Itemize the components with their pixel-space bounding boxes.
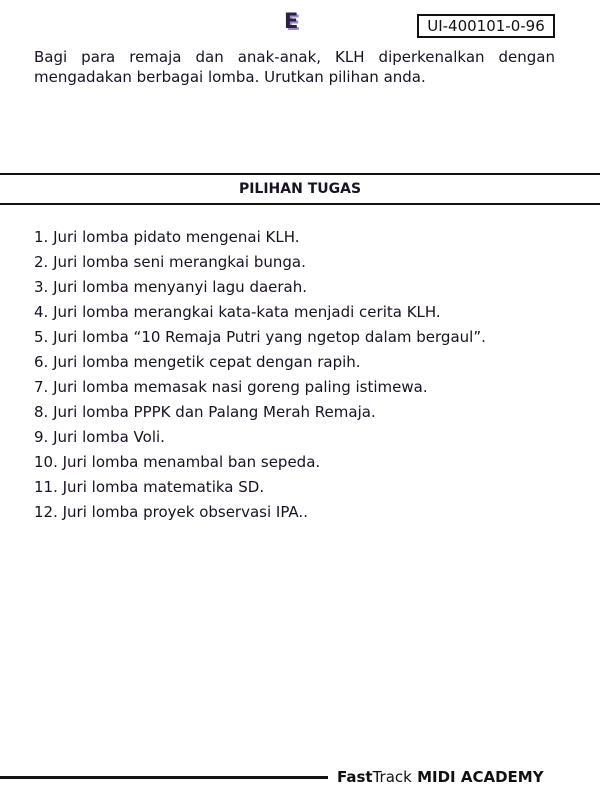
footer-rule [0, 776, 328, 779]
task-item-4: 4. Juri lomba merangkai kata-kata menjadi cerita KLH. [34, 303, 441, 321]
task-item-11: 11. Juri lomba matematika SD. [34, 478, 265, 496]
task-item-2: 2. Juri lomba seni merangkai bunga. [34, 253, 306, 271]
brand-track: Track [372, 768, 412, 786]
footer-brand [337, 767, 544, 787]
section-header-band [0, 173, 600, 205]
task-item-10: 10. Juri lomba menambal ban sepeda. [34, 453, 321, 471]
task-item-6: 6. Juri lomba mengetik cepat dengan rapih. [34, 353, 361, 371]
task-item-1: 1. Juri lomba pidato mengenai KLH. [34, 228, 300, 246]
document-code-box: UI-400101-0-96 [417, 14, 555, 38]
task-item-9: 9. Juri lomba Voli. [34, 428, 165, 446]
task-item-8: 8. Juri lomba PPPK dan Palang Merah Remaja. [34, 403, 376, 421]
task-list [34, 226, 574, 526]
task-item-3: 3. Juri lomba menyanyi lagu daerah. [34, 278, 308, 296]
task-item-5: 5. Juri lomba “10 Remaja Putri yang ngetop dalam bergaul”. [34, 328, 486, 346]
task-item-7: 7. Juri lomba memasak nasi goreng paling istimewa. [34, 378, 428, 396]
intro-paragraph: Bagi para remaja dan anak-anak, KLH diperkenalkan dengan mengadakan berbagai lomba. Urutkan pilihan anda. [34, 48, 555, 86]
section-header-title: PILIHAN TUGAS [238, 181, 362, 197]
brand-fast: Fast [337, 768, 373, 786]
section-letter: E [284, 9, 299, 33]
task-item-12: 12. Juri lomba proyek observasi IPA.. [34, 503, 308, 521]
brand-academy: MIDI ACADEMY [411, 768, 544, 786]
